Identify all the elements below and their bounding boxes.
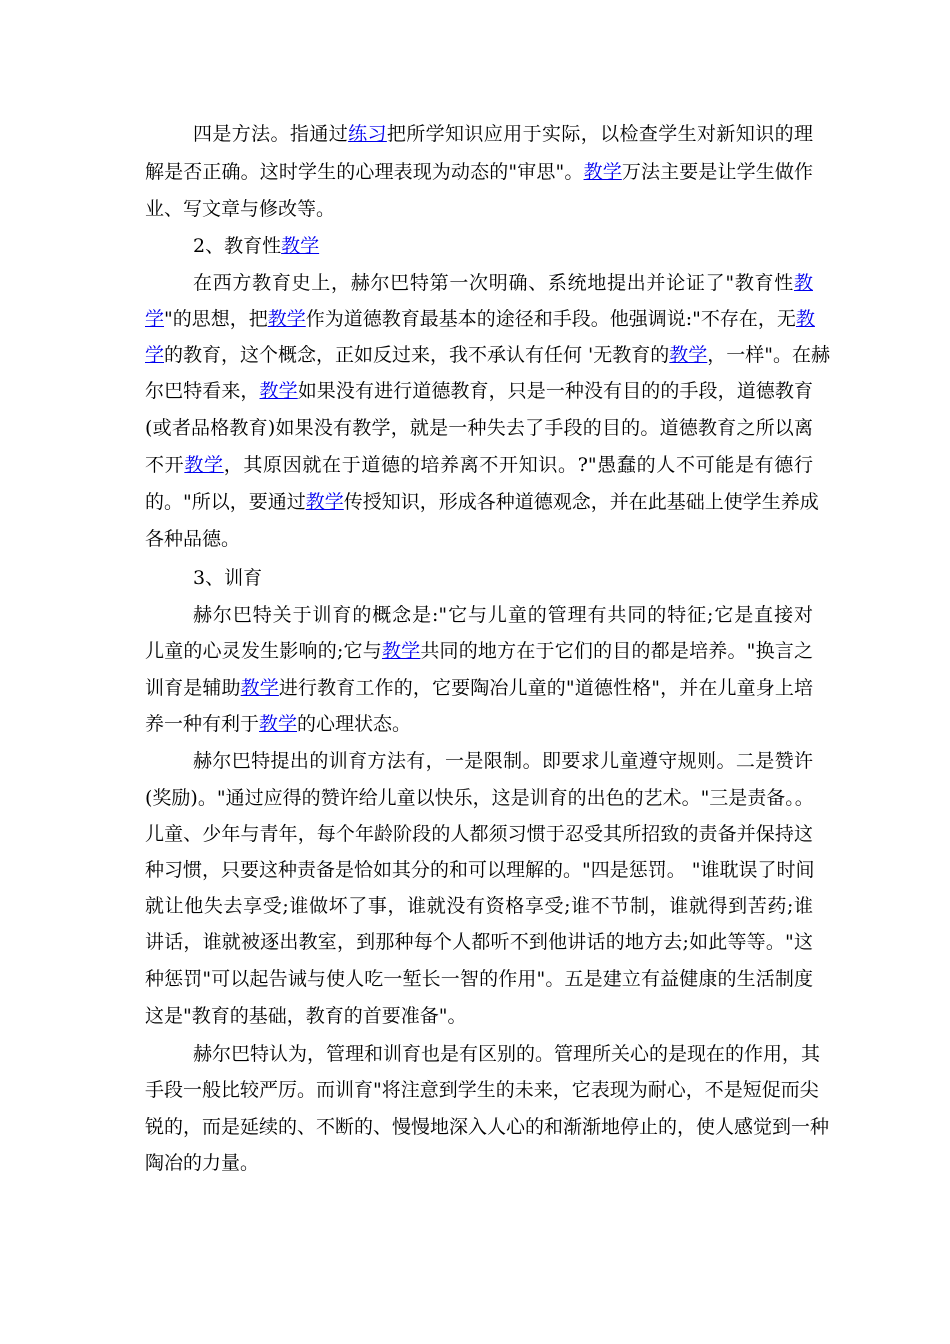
- glossary-link[interactable]: 教学: [669, 344, 708, 366]
- glossary-link[interactable]: 教学: [267, 308, 306, 330]
- text-line: [193, 122, 813, 146]
- text-run: 儿童的心灵发生影响的;它与: [145, 640, 382, 662]
- text-line: [145, 343, 831, 367]
- glossary-link[interactable]: 教学: [583, 161, 622, 183]
- text-line: [145, 307, 813, 331]
- text-run: 共同的地方在于它们的目的都是培养。"换言之: [420, 640, 813, 662]
- text-line: [193, 603, 813, 627]
- text-line: [145, 712, 813, 736]
- text-run: 2、教育性: [193, 235, 282, 257]
- text-run: 万法主要是让学生做作: [621, 161, 813, 183]
- text-line: [145, 1004, 813, 1028]
- text-line: [145, 1078, 819, 1102]
- text-line: [145, 197, 813, 221]
- text-run: 进行教育工作的，它要陶冶儿童的"道德性格"，并在儿童身上培: [278, 677, 813, 699]
- text-run: 四是方法。指通过: [193, 123, 349, 145]
- glossary-link[interactable]: 教学: [381, 640, 421, 662]
- text-line: [145, 379, 813, 403]
- text-run: 传授知识，形成各种道德观念，并在此基础上使学生养成: [343, 491, 819, 513]
- text-line: [145, 786, 813, 810]
- text-run: 不开: [145, 454, 185, 476]
- glossary-link[interactable]: 教学: [259, 380, 298, 402]
- section-heading: [193, 566, 813, 590]
- text-line: [145, 967, 813, 991]
- text-line: [145, 490, 819, 514]
- text-run: 训育是辅助: [145, 677, 241, 699]
- text-run: (奖励)。"通过应得的赞许给儿童以快乐，这是训育的出色的艺术。"三是责备。。: [145, 787, 814, 809]
- text-line: [145, 416, 813, 440]
- text-line: [145, 822, 813, 846]
- text-run: 各种品德。: [145, 528, 241, 550]
- text-line: [145, 930, 813, 954]
- glossary-link[interactable]: 练习: [348, 123, 387, 145]
- glossary-link[interactable]: 教学: [281, 235, 320, 257]
- text-line: [145, 1151, 813, 1175]
- text-line: [193, 749, 813, 773]
- text-run: 尔巴特看来，: [145, 380, 260, 402]
- text-run: 养一种有利于: [145, 713, 260, 735]
- text-run: 儿童、少年与青年，每个年龄阶段的人都须习惯于忍受其所招致的责备并保持这: [145, 823, 813, 845]
- text-run: (或者品格教育)如果没有教学，就是一种失去了手段的目的。道德教育之所以离: [145, 417, 813, 439]
- text-line: [145, 894, 813, 918]
- text-run: 种惩罚"可以起告诫与使人吃一堑长一智的作用"。五是建立有益健康的生活制度: [145, 968, 813, 990]
- text-run: 3、训育: [193, 567, 263, 589]
- text-run: ，一样"。在赫: [707, 344, 831, 366]
- glossary-link[interactable]: 教学: [184, 454, 224, 476]
- text-run: "的思想，把: [164, 308, 268, 330]
- glossary-link[interactable]: 教学: [259, 713, 298, 735]
- text-run: 业、写文章与修改等。: [145, 198, 336, 220]
- glossary-link[interactable]: 教: [795, 308, 815, 330]
- text-run: 讲话，谁就被逐出教室，到那种每个人都听不到他讲话的地方去;如此等等。"这: [145, 931, 813, 953]
- glossary-link[interactable]: 教学: [305, 491, 344, 513]
- text-line: [145, 527, 813, 551]
- text-run: 手段一般比较严厉。而训育"将注意到学生的未来，它表现为耐心，不是短促而尖: [145, 1079, 819, 1101]
- text-run: 陶冶的力量。: [145, 1152, 260, 1174]
- text-run: 作为道德教育最基本的途径和手段。他强调说:"不存在，无: [305, 308, 796, 330]
- text-run: 种习惯，只要这种责备是恰如其分的和可以理解的。"四是惩罚。 "谁耽误了时间: [145, 859, 815, 881]
- glossary-link[interactable]: 学: [145, 344, 165, 366]
- text-run: 如果没有进行道德教育，只是一种没有目的的手段，道德教育: [297, 380, 813, 402]
- text-run: 解是否正确。这时学生的心理表现为动态的"审思"。: [145, 161, 584, 183]
- text-line: [145, 858, 813, 882]
- section-heading: [193, 234, 813, 258]
- text-line: [145, 1115, 830, 1139]
- text-line: [145, 639, 813, 663]
- text-run: 的。"所以，要通过: [145, 491, 306, 513]
- text-run: 这是"教育的基础，教育的首要准备"。: [145, 1005, 467, 1027]
- text-run: 就让他失去享受;谁做坏了事，谁就没有资格享受;谁不节制，谁就得到苦药;谁: [145, 895, 813, 917]
- text-run: 赫尔巴特提出的训育方法有，一是限制。即要求儿童遵守规则。二是赞许: [193, 750, 813, 772]
- text-line: [145, 676, 813, 700]
- text-run: 锐的，而是延续的、不断的、慢慢地深入人心的和渐渐地停止的，使人感觉到一种: [145, 1116, 830, 1138]
- text-line: [145, 453, 813, 477]
- text-run: 在西方教育史上，赫尔巴特第一次明确、系统地提出并论证了"教育性: [193, 272, 794, 294]
- text-run: 把所学知识应用于实际，以检查学生对新知识的理: [386, 123, 813, 145]
- text-run: 赫尔巴特关于训育的概念是:"它与儿童的管理有共同的特征;它是直接对: [193, 604, 813, 626]
- text-run: ，其原因就在于道德的培养离不开知识。?"愚蠢的人不可能是有德行: [223, 454, 813, 476]
- text-run: 赫尔巴特认为，管理和训育也是有区别的。管理所关心的是现在的作用，其: [193, 1043, 821, 1065]
- text-run: 的教育，这个概念，正如反过来，我不承认有任何 '无教育的: [164, 344, 670, 366]
- text-line: [193, 271, 813, 295]
- glossary-link[interactable]: 教学: [240, 677, 279, 699]
- text-run: 的心理状态。: [297, 713, 412, 735]
- text-line: [193, 1042, 821, 1066]
- glossary-link[interactable]: 学: [145, 308, 165, 330]
- glossary-link[interactable]: 教: [793, 272, 813, 294]
- text-line: [145, 160, 813, 184]
